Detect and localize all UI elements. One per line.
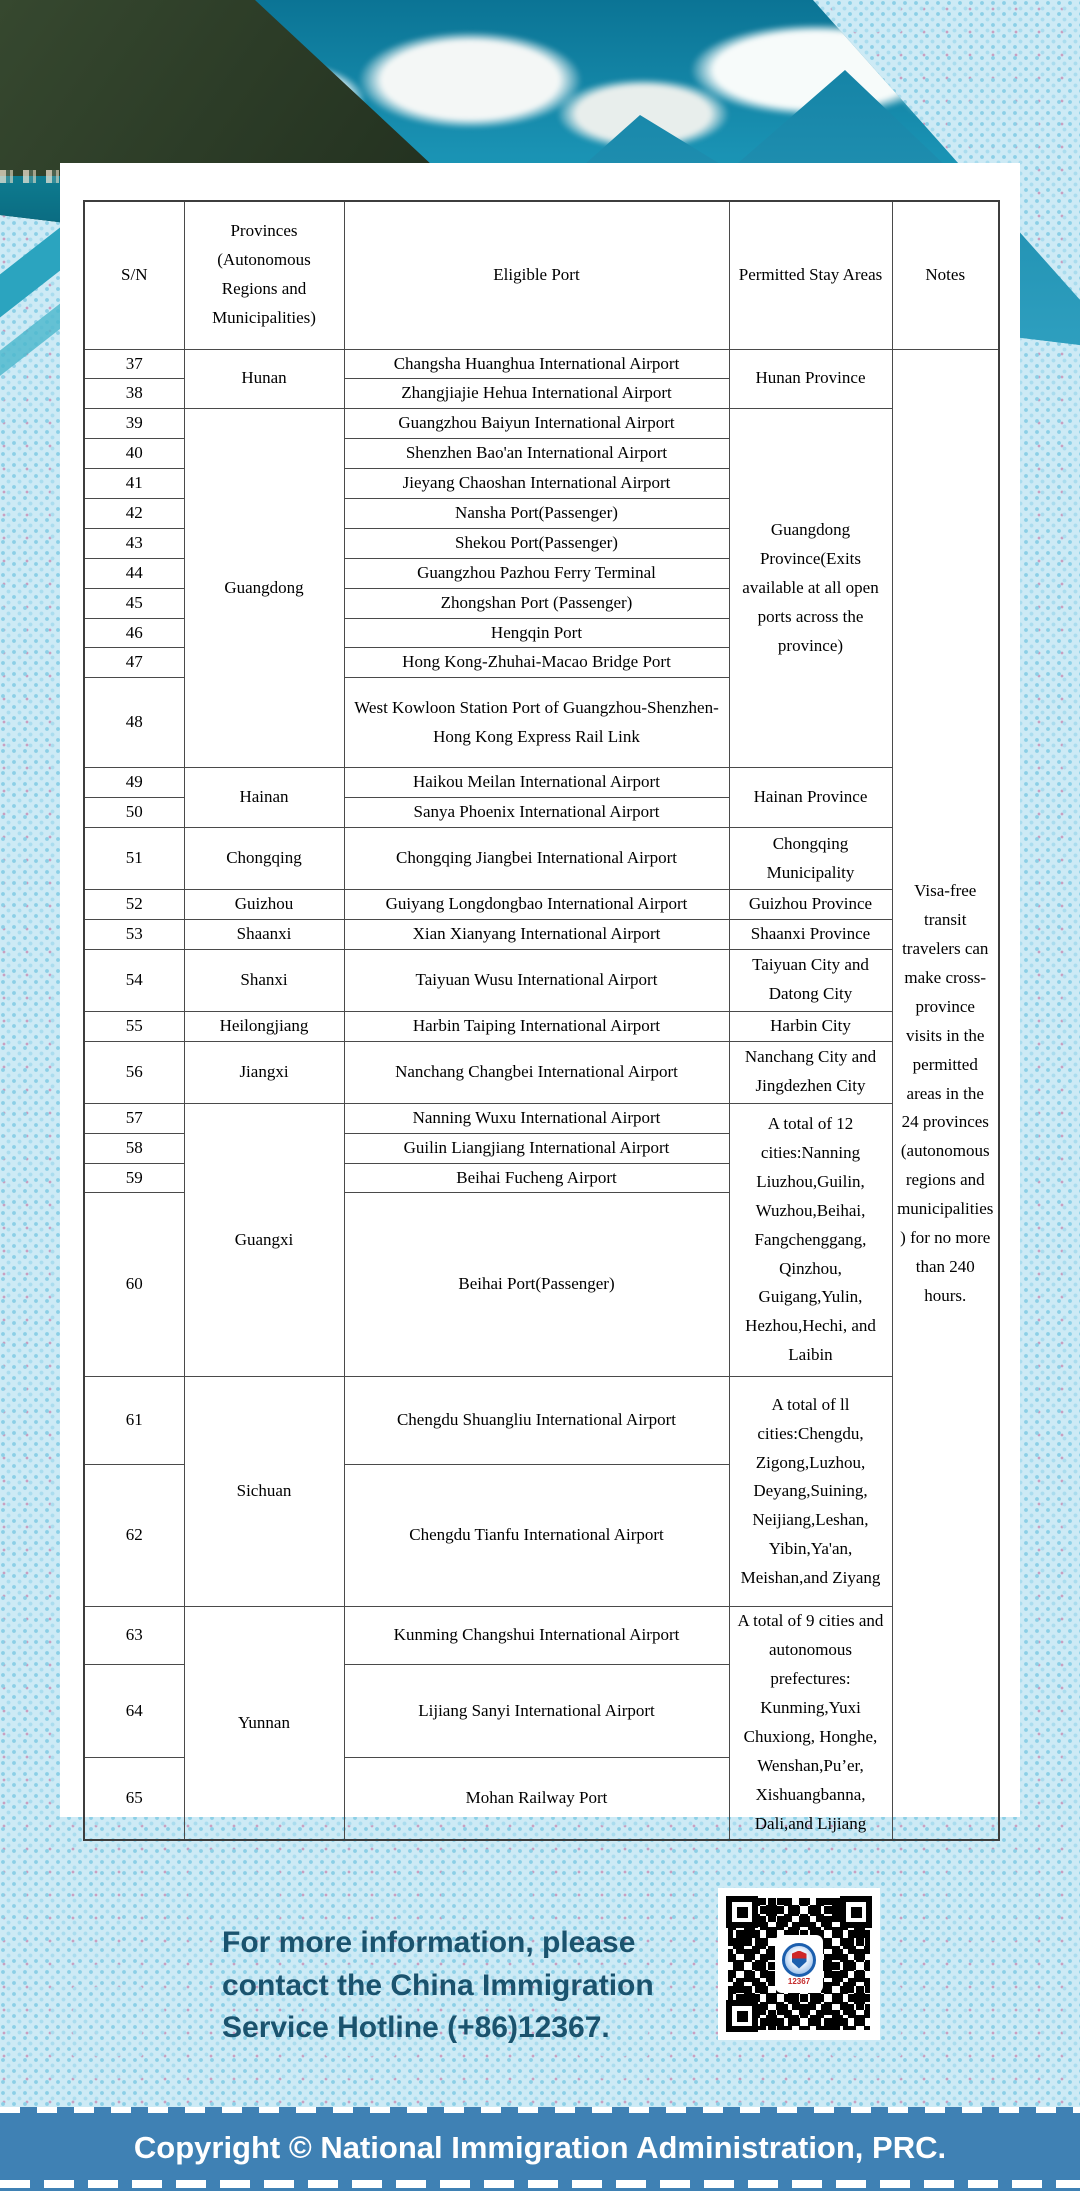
province-cell: Sichuan — [184, 1377, 344, 1607]
province-cell: Heilongjiang — [184, 1011, 344, 1041]
copyright-text: Copyright © National Immigration Administration, PRC. — [133, 2130, 947, 2165]
col-header-provinces: Provinces (Autonomous Regions and Municipalities) — [184, 201, 344, 349]
sn-cell: 44 — [84, 558, 184, 588]
sn-cell: 62 — [84, 1465, 184, 1607]
port-cell: Nanchang Changbei International Airport — [344, 1041, 729, 1103]
stay-area-cell: Taiyuan City and Datong City — [729, 949, 892, 1011]
info-card — [60, 163, 1020, 1833]
province-cell: Guangxi — [184, 1103, 344, 1377]
port-cell: Shenzhen Bao'an International Airport — [344, 439, 729, 469]
port-cell: Zhangjiajie Hehua International Airport — [344, 379, 729, 409]
sn-cell: 64 — [84, 1665, 184, 1758]
province-cell: Chongqing — [184, 828, 344, 890]
qr-finder-icon — [726, 1896, 758, 1928]
stay-area-cell: Shaanxi Province — [729, 919, 892, 949]
stay-area-cell: Harbin City — [729, 1011, 892, 1041]
col-header-sn: S/N — [84, 201, 184, 349]
port-cell: Xian Xianyang International Airport — [344, 919, 729, 949]
sn-cell: 37 — [84, 349, 184, 379]
port-cell: Harbin Taiping International Airport — [344, 1011, 729, 1041]
sn-cell: 53 — [84, 919, 184, 949]
table-row — [84, 1607, 999, 1665]
copyright-bar — [0, 2107, 1080, 2191]
table-row — [84, 409, 999, 439]
immigration-badge-logo — [775, 1935, 823, 1993]
table-row — [84, 919, 999, 949]
province-cell: Jiangxi — [184, 1041, 344, 1103]
qr-finder-icon — [840, 1896, 872, 1928]
ports-table — [83, 200, 1000, 1841]
sn-cell: 56 — [84, 1041, 184, 1103]
col-header-notes: Notes — [892, 201, 999, 349]
qr-finder-core — [851, 1907, 862, 1918]
table-row — [84, 1103, 999, 1133]
table-row — [84, 768, 999, 798]
port-cell: Beihai Fucheng Airport — [344, 1163, 729, 1193]
sn-cell: 59 — [84, 1163, 184, 1193]
province-cell: Yunnan — [184, 1607, 344, 1840]
table-row — [84, 1011, 999, 1041]
sn-cell: 61 — [84, 1377, 184, 1465]
stay-area-cell: Guizhou Province — [729, 890, 892, 920]
port-cell: Nansha Port(Passenger) — [344, 498, 729, 528]
table-header-row — [84, 201, 999, 349]
port-cell: Taiyuan Wusu International Airport — [344, 949, 729, 1011]
stay-area-cell: Hainan Province — [729, 768, 892, 828]
stay-area-cell: Nanchang City and Jingdezhen City — [729, 1041, 892, 1103]
province-cell: Shanxi — [184, 949, 344, 1011]
port-cell: Zhongshan Port (Passenger) — [344, 588, 729, 618]
province-cell: Guizhou — [184, 890, 344, 920]
col-header-stay: Permitted Stay Areas — [729, 201, 892, 349]
badge-circle-icon — [782, 1943, 816, 1977]
port-cell: Guilin Liangjiang International Airport — [344, 1133, 729, 1163]
port-cell: Hong Kong-Zhuhai-Macao Bridge Port — [344, 648, 729, 678]
sn-cell: 55 — [84, 1011, 184, 1041]
table-row — [84, 890, 999, 920]
port-cell: Nanning Wuxu International Airport — [344, 1103, 729, 1133]
port-cell: Changsha Huanghua International Airport — [344, 349, 729, 379]
sn-cell: 47 — [84, 648, 184, 678]
table-body — [84, 349, 999, 1840]
qr-finder-core — [737, 1907, 748, 1918]
port-cell: Sanya Phoenix International Airport — [344, 798, 729, 828]
port-cell: Chengdu Tianfu International Airport — [344, 1465, 729, 1607]
province-cell: Guangdong — [184, 409, 344, 768]
notes-cell: Visa-free transit travelers can make cross-province visits in the permitted areas in the 24 provinces (autonomous regions and municipalities) for no more than 240 hours. — [892, 349, 999, 1840]
table-row — [84, 1377, 999, 1465]
sn-cell: 65 — [84, 1758, 184, 1840]
sn-cell: 48 — [84, 678, 184, 768]
stay-area-cell: A total of 12 cities:Nanning Liuzhou,Guilin, Wuzhou,Beihai, Fangchenggang, Qinzhou, Guigang,Yulin, Hezhou,Hechi, and Laibin — [729, 1103, 892, 1377]
sn-cell: 38 — [84, 379, 184, 409]
sn-cell: 42 — [84, 498, 184, 528]
port-cell: Guangzhou Pazhou Ferry Terminal — [344, 558, 729, 588]
province-cell: Hunan — [184, 349, 344, 409]
sn-cell: 49 — [84, 768, 184, 798]
table-row — [84, 349, 999, 379]
port-cell: Chengdu Shuangliu International Airport — [344, 1377, 729, 1465]
sn-cell: 41 — [84, 469, 184, 499]
sn-cell: 50 — [84, 798, 184, 828]
sn-cell: 54 — [84, 949, 184, 1011]
port-cell: West Kowloon Station Port of Guangzhou-Shenzhen-Hong Kong Express Rail Link — [344, 678, 729, 768]
port-cell: Haikou Meilan International Airport — [344, 768, 729, 798]
table-row — [84, 828, 999, 890]
dashed-line-top — [0, 2107, 1080, 2113]
info-text: For more information, please contact the China Immigration Service Hotline (+86)12367. — [222, 1926, 654, 2045]
province-cell: Hainan — [184, 768, 344, 828]
qr-finder-core — [737, 2011, 748, 2022]
sn-cell: 40 — [84, 439, 184, 469]
badge-number: 12367 — [787, 1976, 811, 1986]
sn-cell: 52 — [84, 890, 184, 920]
sn-cell: 43 — [84, 528, 184, 558]
province-cell: Shaanxi — [184, 919, 344, 949]
port-cell: Shekou Port(Passenger) — [344, 528, 729, 558]
port-cell: Mohan Railway Port — [344, 1758, 729, 1840]
stay-area-cell: Chongqing Municipality — [729, 828, 892, 890]
port-cell: Guiyang Longdongbao International Airport — [344, 890, 729, 920]
port-cell: Guangzhou Baiyun International Airport — [344, 409, 729, 439]
port-cell: Beihai Port(Passenger) — [344, 1193, 729, 1377]
sn-cell: 58 — [84, 1133, 184, 1163]
stay-area-cell: A total of ll cities:Chengdu, Zigong,Luzhou, Deyang,Suining, Neijiang,Leshan, Yibin,Ya'an, Meishan,and Ziyang — [729, 1377, 892, 1607]
col-header-port: Eligible Port — [344, 201, 729, 349]
port-cell: Hengqin Port — [344, 618, 729, 648]
stay-area-cell: A total of 9 cities and autonomous prefectures: Kunming,Yuxi Chuxiong, Honghe, Wenshan,Pu’er, Xishuangbanna, Dali,and Lijiang — [729, 1607, 892, 1840]
qr-finder-icon — [726, 2000, 758, 2032]
sn-cell: 57 — [84, 1103, 184, 1133]
sn-cell: 63 — [84, 1607, 184, 1665]
table-row — [84, 1041, 999, 1103]
sn-cell: 60 — [84, 1193, 184, 1377]
qr-code — [718, 1888, 880, 2040]
sn-cell: 39 — [84, 409, 184, 439]
sn-cell: 51 — [84, 828, 184, 890]
badge-shield-icon — [792, 1951, 807, 1969]
port-cell: Chongqing Jiangbei International Airport — [344, 828, 729, 890]
stay-area-cell: Guangdong Province(Exits available at all open ports across the province) — [729, 409, 892, 768]
qr-pattern — [728, 1898, 870, 2030]
sn-cell: 45 — [84, 588, 184, 618]
port-cell: Lijiang Sanyi International Airport — [344, 1665, 729, 1758]
port-cell: Jieyang Chaoshan International Airport — [344, 469, 729, 499]
table-row — [84, 949, 999, 1011]
port-cell: Kunming Changshui International Airport — [344, 1607, 729, 1665]
stay-area-cell: Hunan Province — [729, 349, 892, 409]
sn-cell: 46 — [84, 618, 184, 648]
dashed-line-bottom — [0, 2180, 1080, 2188]
